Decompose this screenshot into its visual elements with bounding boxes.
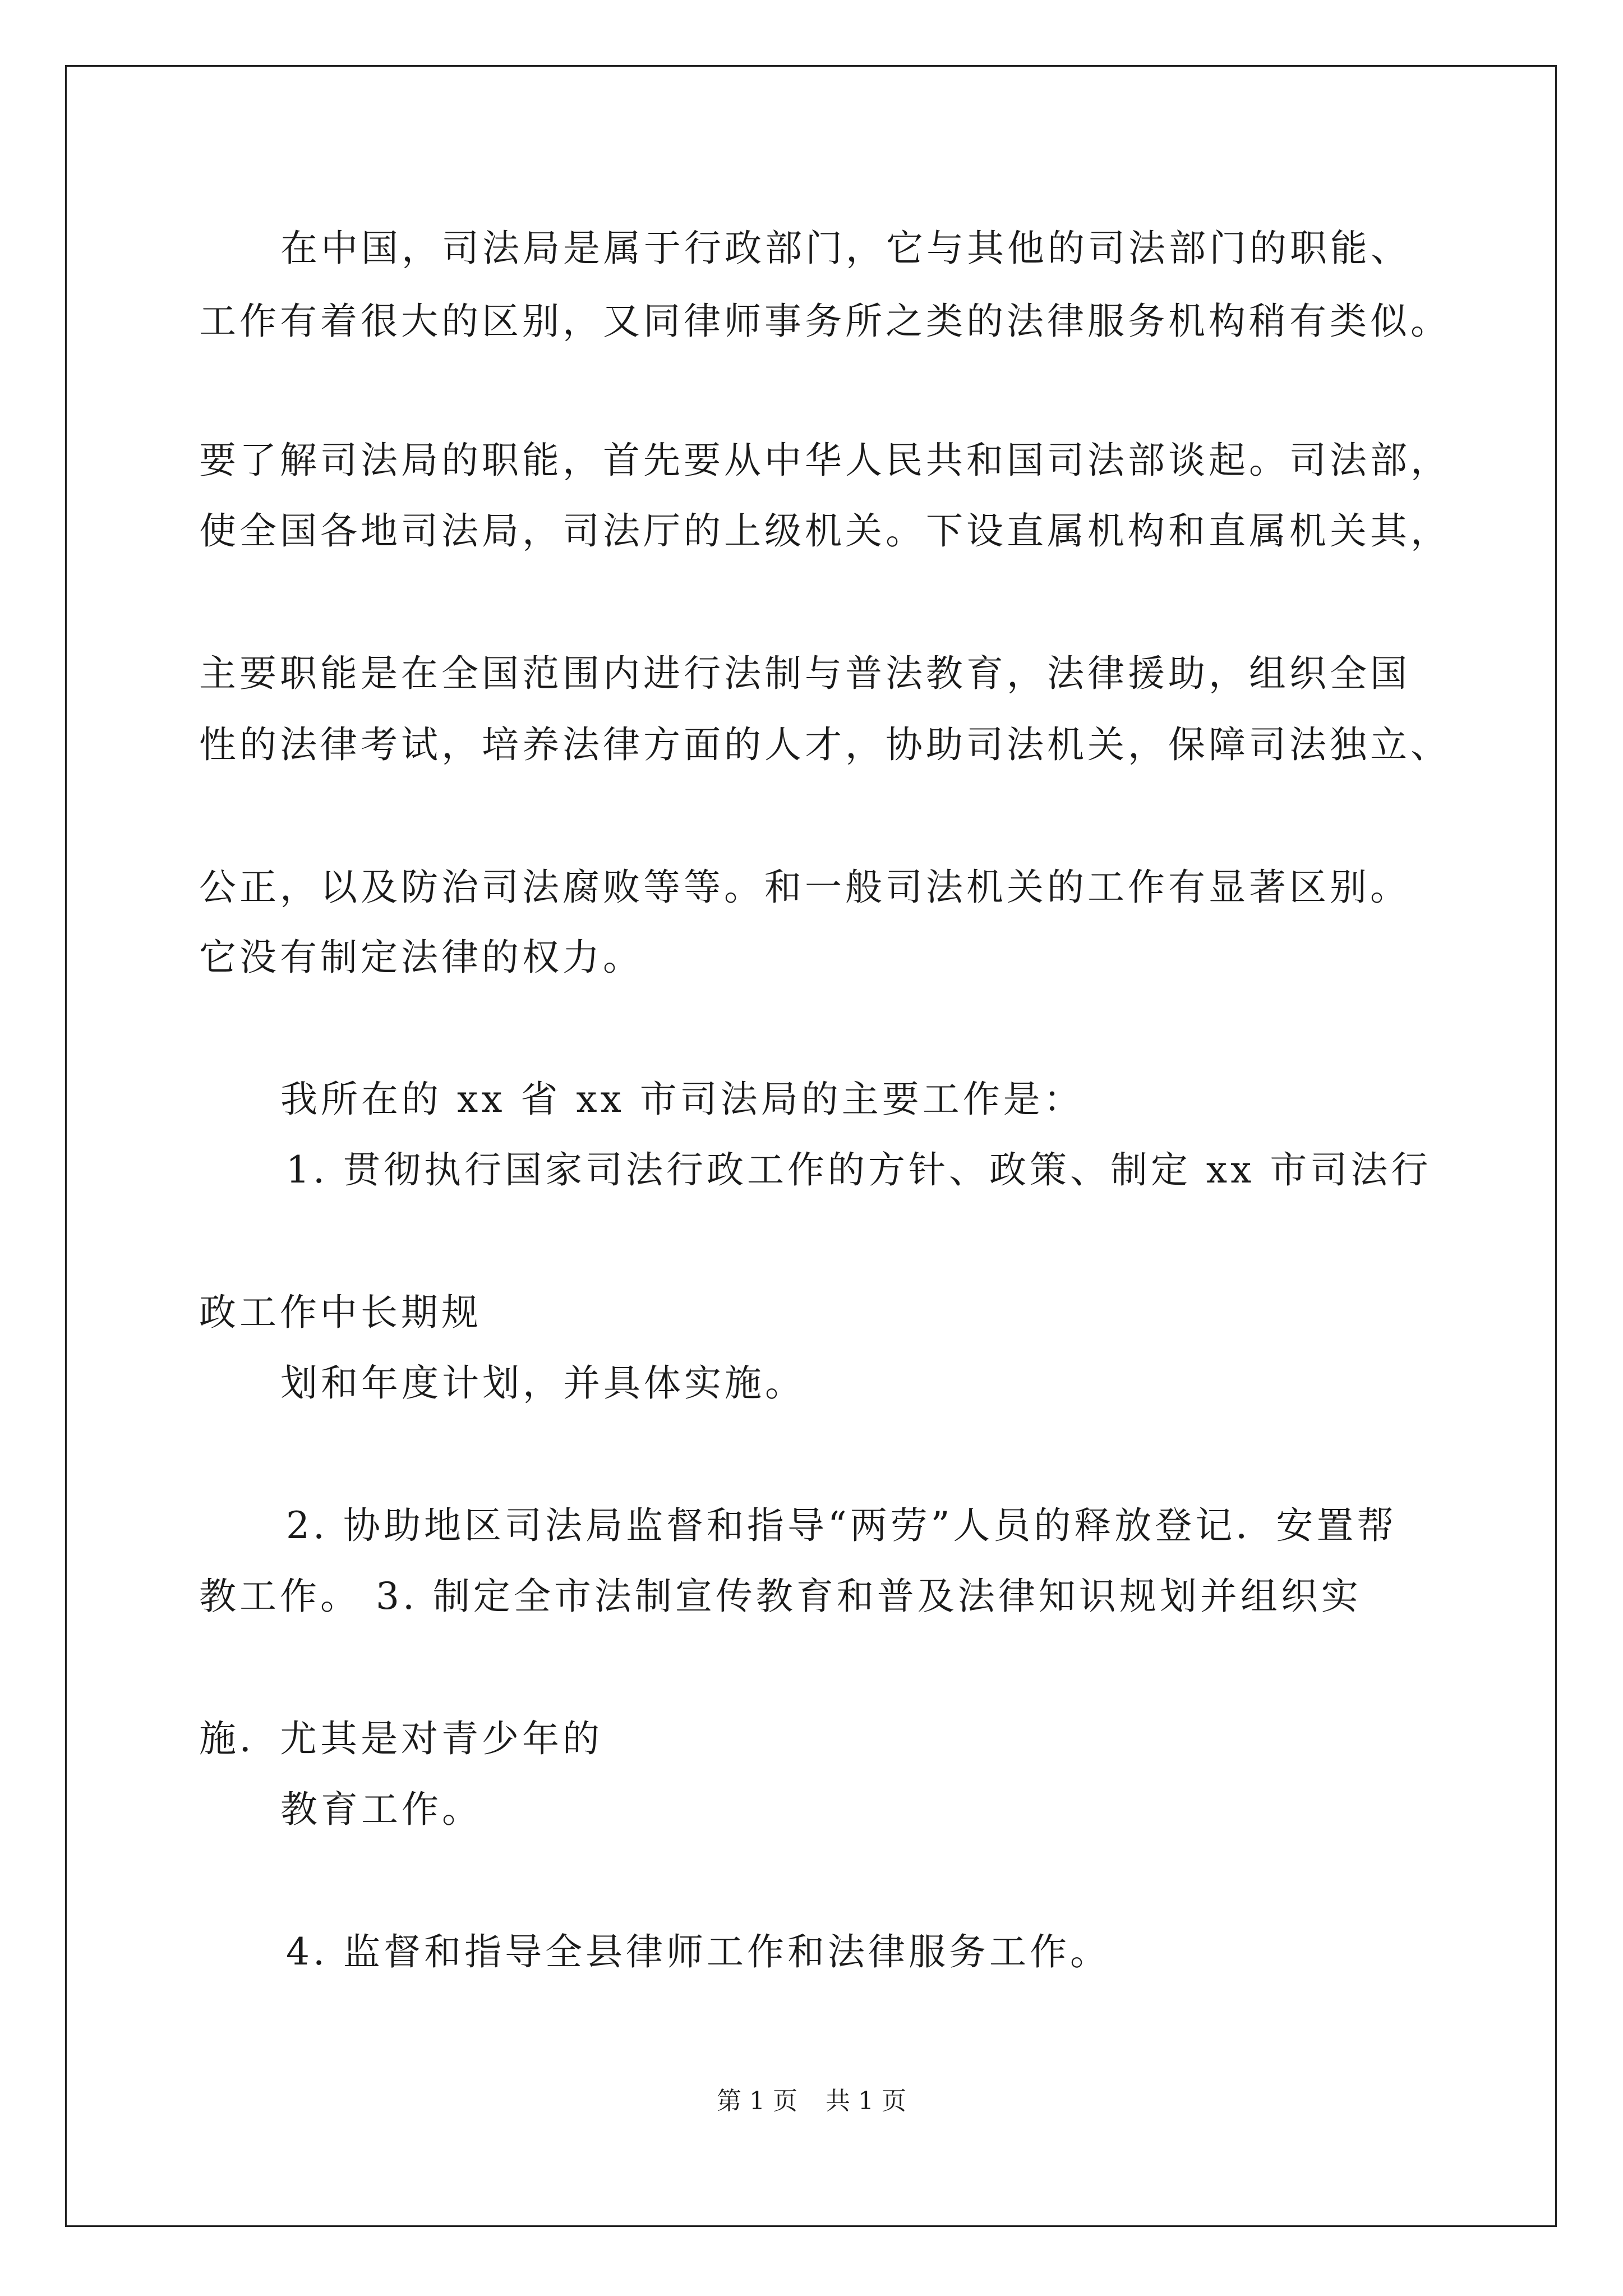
text-line: 要了解司法局的职能，首先要从中华人民共和国司法部谈起。司法部， (199, 439, 1451, 482)
text-line: 公正，以及防治司法腐败等等。和一般司法机关的工作有显著区别。 (199, 866, 1410, 909)
text-line: 工作有着很大的区别，又同律师事务所之类的法律服务机构稍有类似。 (199, 300, 1451, 343)
text-line: 1. 贯彻执行国家司法行政工作的方针、政策、制定 xx 市司法行 (286, 1148, 1432, 1191)
text-line: 我所在的 xx 省 xx 市司法局的主要工作是： (280, 1078, 1084, 1121)
text-line: 教工作。 3. 制定全市法制宣传教育和普及法律知识规划并组织实 (199, 1575, 1362, 1618)
text-line: 划和年度计划，并具体实施。 (280, 1361, 805, 1405)
text-line: 施．尤其是对青少年的 (199, 1717, 603, 1760)
text-line: 使全国各地司法局，司法厅的上级机关。下设直属机构和直属机关其， (199, 509, 1451, 553)
text-line: 它没有制定法律的权力。 (199, 936, 643, 979)
page-number: 第 1 页 (717, 2087, 797, 2115)
page-footer (0, 2086, 1623, 2117)
page-total: 共 1 页 (826, 2087, 906, 2115)
text-line: 2. 协助地区司法局监督和指导“两劳”人员的释放登记．安置帮 (286, 1504, 1398, 1547)
text-line: 4. 监督和指导全县律师工作和法律服务工作。 (286, 1930, 1110, 1973)
text-line: 主要职能是在全国范围内进行法制与普法教育，法律援助，组织全国 (199, 652, 1410, 695)
text-line: 教育工作。 (280, 1788, 482, 1831)
text-line: 性的法律考试，培养法律方面的人才，协助司法机关，保障司法独立、 (199, 723, 1451, 766)
text-line: 政工作中长期规 (199, 1291, 482, 1334)
text-line: 在中国，司法局是属于行政部门，它与其他的司法部门的职能、 (280, 227, 1411, 270)
